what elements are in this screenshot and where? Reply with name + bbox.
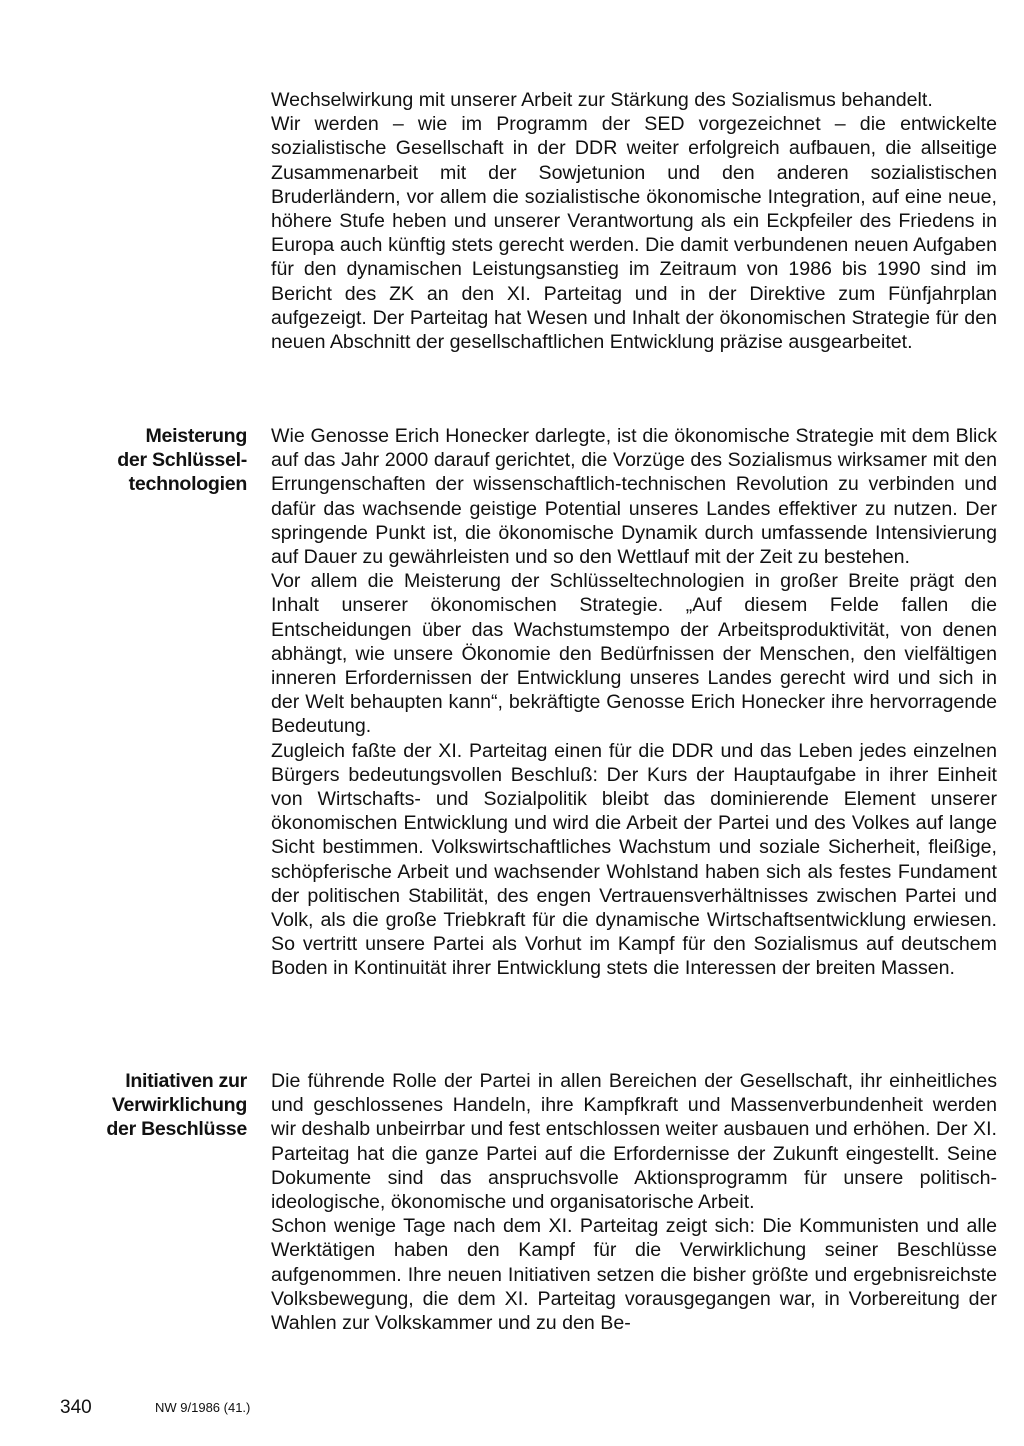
body-text-section1 — [271, 424, 997, 981]
paragraph: Wie Genosse Erich Honecker darlegte, ist die ökonomische Strategie mit dem Blick auf das Jahr 2000 darauf gerichtet, die Vorzüge des Sozialismus wirksamer mit den Errungenschaften der wissenschaftlich-technischen Revolution zu verbinden und dafür das wachsende geistige Potential unseres Landes effektiver zu nutzen. Der springende Punkt ist, die ökonomische Dynamik durch umfassende Intensivierung auf Dauer zu gewährleisten und so den Wettlauf mit der Zeit zu bestehen. — [271, 425, 997, 569]
heading-line: der Schlüssel- — [117, 449, 247, 472]
paragraph: Schon wenige Tage nach dem XI. Parteitag zeigt sich: Die Kommunisten und alle Werktätigen haben den Kampf für die Verwirklichung seiner Beschlüsse aufgenommen. Ihre neuen Initiativen setzen die bisher größte und ergebnisreichste Volksbewegung, die dem XI. Parteitag vorausgegangen war, in Vorbereitung der Wahlen zur Volkskammer und zu den Be- — [271, 1215, 997, 1335]
paragraph: Wir werden – wie im Programm der SED vorgezeichnet – die entwickelte sozialistische Gesellschaft in der DDR weiter erfolgreich aufbauen, die allseitige Zusammenarbeit mit der Sowjetunion und den anderen sozialistischen Bruderländern, vor allem die sozialistische ökonomische Integration, auf eine neue, höhere Stufe heben und unserer Verantwortung als ein Eckpfeiler des Friedens in Europa auch künftig stets gerecht werden. Die damit verbundenen neuen Aufgaben für den dynamischen Leistungsanstieg im Zeitraum von 1986 bis 1990 sind im Bericht des ZK an den XI. Parteitag und in der Direktive zum Fünfjahrplan aufgezeigt. Der Parteitag hat Wesen und Inhalt der ökonomischen Strategie für den neuen Abschnitt der gesellschaftlichen Entwicklung präzise ausgearbeitet. — [271, 113, 997, 354]
heading-line: der Beschlüsse — [106, 1118, 247, 1141]
margin-heading-initiativen — [47, 1069, 247, 1142]
body-text-section2 — [271, 1069, 997, 1335]
page-footer — [60, 1397, 251, 1419]
heading-line: technologien — [128, 473, 247, 496]
paragraph: Zugleich faßte der XI. Parteitag einen für die DDR und das Leben jedes einzelnen Bürgers bedeutungsvollen Beschluß: Der Kurs der Hauptaufgabe in ihrer Einheit von Wirtschafts- und Sozialpolitik bleibt das dominierende Element unserer ökonomischen Entwicklung und wird die Arbeit der Partei und des Volkes auf lange Sicht bestimmen. Volkswirtschaftliches Wachstum und soziale Sicherheit, fleißige, schöpferische Arbeit und wachsender Wohlstand haben sich als festes Fundament der politischen Stabilität, des engen Vertrauensverhältnisses zwischen Partei und Volk, als die große Triebkraft für die dynamische Wirtschaftsentwicklung erwiesen. So vertritt unsere Partei als Vorhut im Kampf für den Sozialismus auf deutschem Boden in Kontinuität ihrer Entwicklung stets die Interessen der breiten Massen. — [271, 739, 997, 980]
body-text-top — [271, 88, 997, 354]
margin-heading-schluesseltechnologien — [47, 424, 247, 497]
source-reference: NW 9/1986 (41.) — [155, 1400, 251, 1415]
heading-line: Initiativen zur — [125, 1070, 247, 1092]
paragraph: Die führende Rolle der Partei in allen Bereichen der Gesellschaft, ihr einheitliches und geschlossenes Handeln, ihre Kampfkraft und Massenverbundenheit werden wir deshalb unbeirrbar und fest entschlossen weiter ausbauen und erhöhen. Der XI. Parteitag hat die ganze Partei auf die Erfordernisse der Zukunft eingestellt. Seine Dokumente sind das anspruchsvolle Aktionsprogramm für unsere politisch-ideologische, ökonomische und organisatorische Arbeit. — [271, 1070, 997, 1214]
paragraph: Wechselwirkung mit unserer Arbeit zur Stärkung des Sozialismus behandelt. — [271, 89, 933, 111]
page-number: 340 — [60, 1397, 92, 1418]
heading-line: Meisterung — [145, 425, 247, 447]
paragraph: Vor allem die Meisterung der Schlüsseltechnologien in großer Breite prägt den Inhalt unserer ökonomischen Strategie. „Auf diesem Felde fallen die Entscheidungen über das Wachstumstempo der Arbeitsproduktivität, von denen abhängt, wie unsere Ökonomie den Bedürfnissen der Menschen, den vielfältigen inneren Erfordernissen der Entwicklung unseres Landes gerecht wird und sich in der Welt behaupten kann“, bekräftigte Genosse Erich Honecker ihre hervorragende Bedeutung. — [271, 570, 997, 738]
heading-line: Verwirklichung — [111, 1094, 247, 1117]
